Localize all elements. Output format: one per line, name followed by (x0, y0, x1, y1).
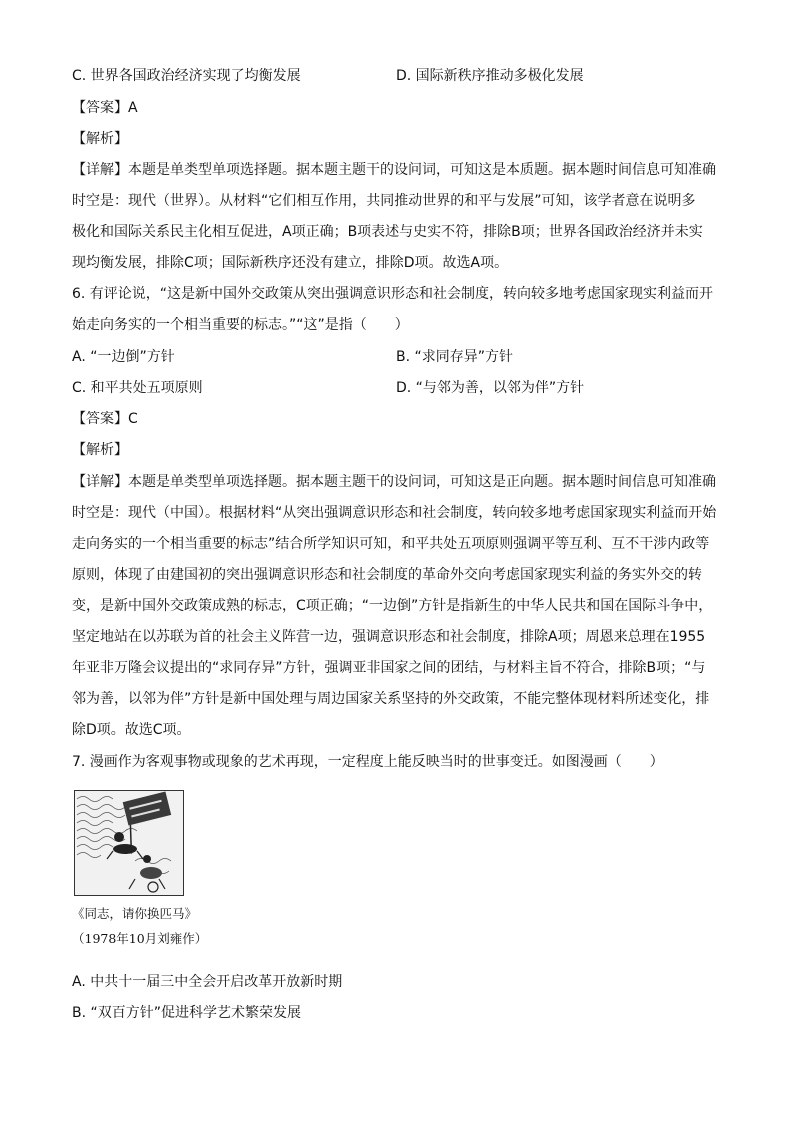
q6-detail-line: 时空是：现代（中国）。根据材料“从突出强调意识形态和社会制度，转向较多地考虑国家现实利益而开始 (72, 505, 717, 521)
q5-answer: 【答案】A (72, 100, 138, 116)
q6-analysis-heading: 【解析】 (72, 442, 128, 458)
q6-detail-line: 年亚非万隆会议提出的“求同存异”方针，强调亚非国家之间的团结，与材料主旨不符合，排除B项；“与 (72, 660, 706, 676)
q5-option-c: C. 世界各国政治经济实现了均衡发展 (72, 68, 301, 84)
cartoon-caption-title: 《同志，请你换匹马》 (72, 906, 198, 921)
q5-detail-line: 【详解】本题是单类型单项选择题。据本题主题干的设问词，可知这是本质题。据本题时间信息可知准确 (72, 162, 716, 178)
q6-stem-line: 6. 有评论说，“这是新中国外交政策从突出强调意识形态和社会制度，转向较多地考虑国家现实利益而开 (72, 286, 714, 302)
q6-option-b: B. “求同存异”方针 (396, 349, 514, 365)
q6-detail-line: 原则，体现了由建国初的突出强调意识形态和社会制度的革命外交向考虑国家现实利益的务实外交的转 (72, 567, 702, 583)
q5-option-d: D. 国际新秩序推动多极化发展 (396, 68, 584, 84)
cartoon-caption-subtitle: （1978年10月刘雍作） (72, 931, 208, 946)
q5-detail-line: 时空是：现代（世界）。从材料“它们相互作用，共同推动世界的和平与发展”可知，该学者意在说明多 (72, 193, 696, 209)
q6-option-d: D. “与邻为善，以邻为伴”方针 (396, 380, 585, 396)
q6-detail-line: 【详解】本题是单类型单项选择题。据本题主题干的设问词，可知这是正向题。据本题时间信息可知准确 (72, 474, 716, 490)
q6-detail-line: 变，是新中国外交政策成熟的标志，C项正确；“一边倒”方针是指新生的中华人民共和国在国际斗争中， (72, 598, 713, 614)
q6-detail-line: 坚定地站在以苏联为首的社会主义阵营一边，强调意识形态和社会制度，排除A项；周恩来总理在1955 (72, 629, 706, 645)
q6-detail-line: 除D项。故选C项。 (72, 722, 191, 738)
q5-detail-line: 极化和国际关系民主化相互促进，A项正确；B项表述与史实不符，排除B项；世界各国政治经济并未实 (72, 224, 703, 240)
q5-detail-line: 现均衡发展，排除C项；国际新秩序还没有建立，排除D项。故选A项。 (72, 255, 509, 271)
cartoon-image (74, 790, 184, 896)
q6-answer: 【答案】C (72, 411, 138, 427)
q6-detail-line: 邻为善，以邻为伴”方针是新中国处理与周边国家关系坚持的外交政策，不能完整体现材料所述变化，排 (72, 691, 710, 707)
q7-stem: 7. 漫画作为客观事物或现象的艺术再现，一定程度上能反映当时的世事变迁。如图漫画（ ） (72, 754, 664, 770)
q7-option-a: A. 中共十一届三中全会开启改革开放新时期 (72, 974, 343, 990)
q5-analysis-heading: 【解析】 (72, 131, 128, 147)
q6-stem-line: 始走向务实的一个相当重要的标志。”“这”是指（ ） (72, 317, 409, 333)
q7-option-b: B. “双百方针”促进科学艺术繁荣发展 (72, 1005, 302, 1021)
q6-option-a: A. “一边倒”方针 (72, 349, 175, 365)
q6-detail-line: 走向务实的一个相当重要的标志”结合所学知识可知，和平共处五项原则强调平等互利、互不干涉内政等 (72, 536, 710, 552)
q6-option-c: C. 和平共处五项原则 (72, 380, 203, 396)
